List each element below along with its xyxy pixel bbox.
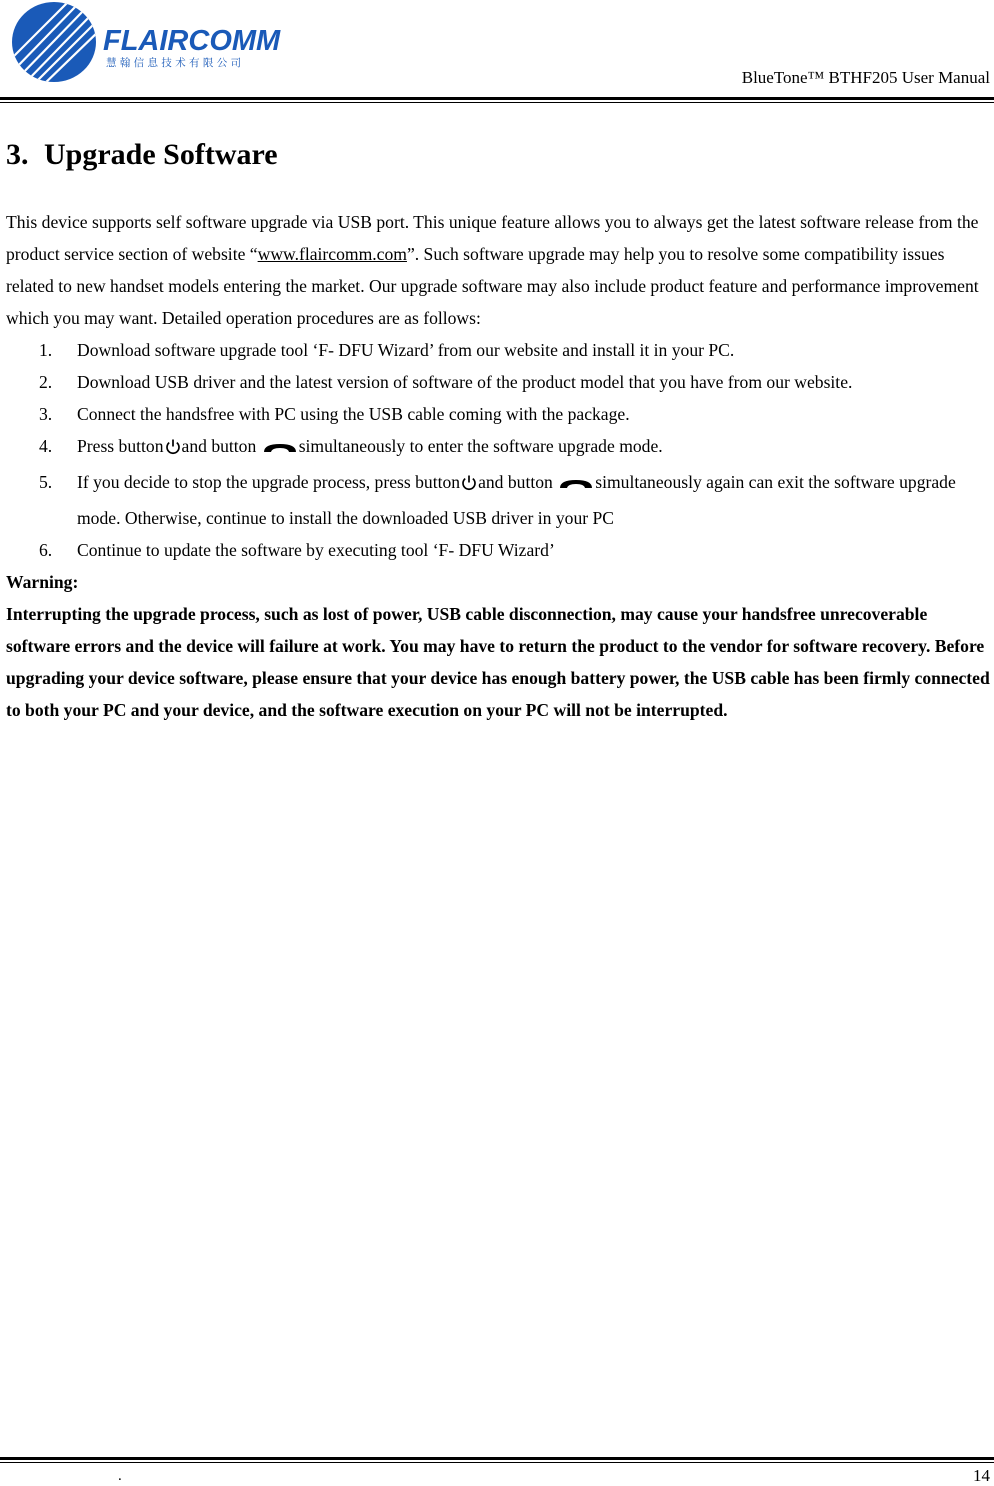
- list-item: [6, 334, 990, 366]
- list-number: 4.: [39, 436, 53, 456]
- list-item: [6, 430, 990, 466]
- list-number: 3.: [39, 404, 53, 424]
- footer-rule: [0, 1457, 994, 1460]
- list-number: 2.: [39, 372, 53, 392]
- header-rule: [0, 97, 994, 100]
- list-item: [6, 466, 990, 534]
- warning-label: Warning:: [6, 572, 79, 592]
- body-content: [6, 206, 990, 726]
- footer-mark: .: [118, 1468, 122, 1484]
- page-number: 14: [973, 1466, 990, 1485]
- list-text: Connect the handsfree with PC using the USB cable coming with the package.: [77, 404, 630, 424]
- header-rule-thin: [0, 102, 994, 103]
- list-text: and button: [478, 472, 553, 492]
- steps-list: [6, 334, 990, 566]
- warning-text: Interrupting the upgrade process, such as lost of power, USB cable disconnection, may cause your handsfree unrecoverable software errors and the device will failure at work. You may have to return the product to the vendor for software recovery. Before upgrading your device software, please ensure that your device has enough battery power, the USB cable has been firmly connected to both your PC and your device, and the software execution on your PC will not be interrupted.: [6, 604, 990, 720]
- list-item: [6, 366, 990, 398]
- list-text: Continue to update the software by executing tool ‘F- DFU Wizard’: [77, 540, 555, 560]
- brand-name: FLAIRCOMM: [103, 25, 281, 57]
- list-item: [6, 398, 990, 430]
- list-number: 5.: [39, 472, 53, 492]
- list-text: simultaneously again can exit the software upgrade mode. Otherwise, continue to install the downloaded USB driver in your PC: [77, 472, 956, 528]
- power-icon: [460, 470, 478, 502]
- intro-text-1: This device supports self software upgrade via USB port. This unique feature allows you to always get the latest software release from the product service section of website “: [6, 212, 979, 264]
- list-text: Download USB driver and the latest version of software of the product model that you have from our website.: [77, 372, 853, 392]
- list-text: simultaneously to enter the software upgrade mode.: [298, 436, 663, 456]
- list-text: Press button: [77, 436, 164, 456]
- list-number: 6.: [39, 540, 53, 560]
- list-number: 1.: [39, 340, 53, 360]
- website-link[interactable]: www.flaircomm.com: [257, 244, 407, 264]
- section-title: Upgrade Software: [44, 138, 278, 171]
- intro-paragraph: [6, 206, 990, 334]
- brand-name-chinese: 慧 翰 信 息 技 术 有 限 公 司: [106, 57, 242, 69]
- list-text: Download software upgrade tool ‘F- DFU Wizard’ from our website and install it in your PC.: [77, 340, 735, 360]
- phone-handset-icon: [557, 470, 595, 502]
- list-item: [6, 534, 990, 566]
- section-heading: [6, 138, 278, 172]
- document-title: BlueTone™ BTHF205 User Manual: [741, 68, 990, 87]
- section-number: 3.: [6, 138, 29, 171]
- list-text: and button: [181, 436, 257, 456]
- phone-handset-icon: [261, 434, 299, 466]
- list-text: If you decide to stop the upgrade process, press button: [77, 472, 461, 492]
- flaircomm-logo: [6, 0, 306, 84]
- footer-rule-thin: [0, 1462, 994, 1463]
- power-icon: [164, 434, 182, 466]
- intro-text-2: ”. Such software upgrade may help you to resolve some compatibility issues related to new handset models entering the market. Our upgrade software may also include product feature and performance improvement which you may want. Detailed operation procedures are as follows:: [6, 244, 979, 328]
